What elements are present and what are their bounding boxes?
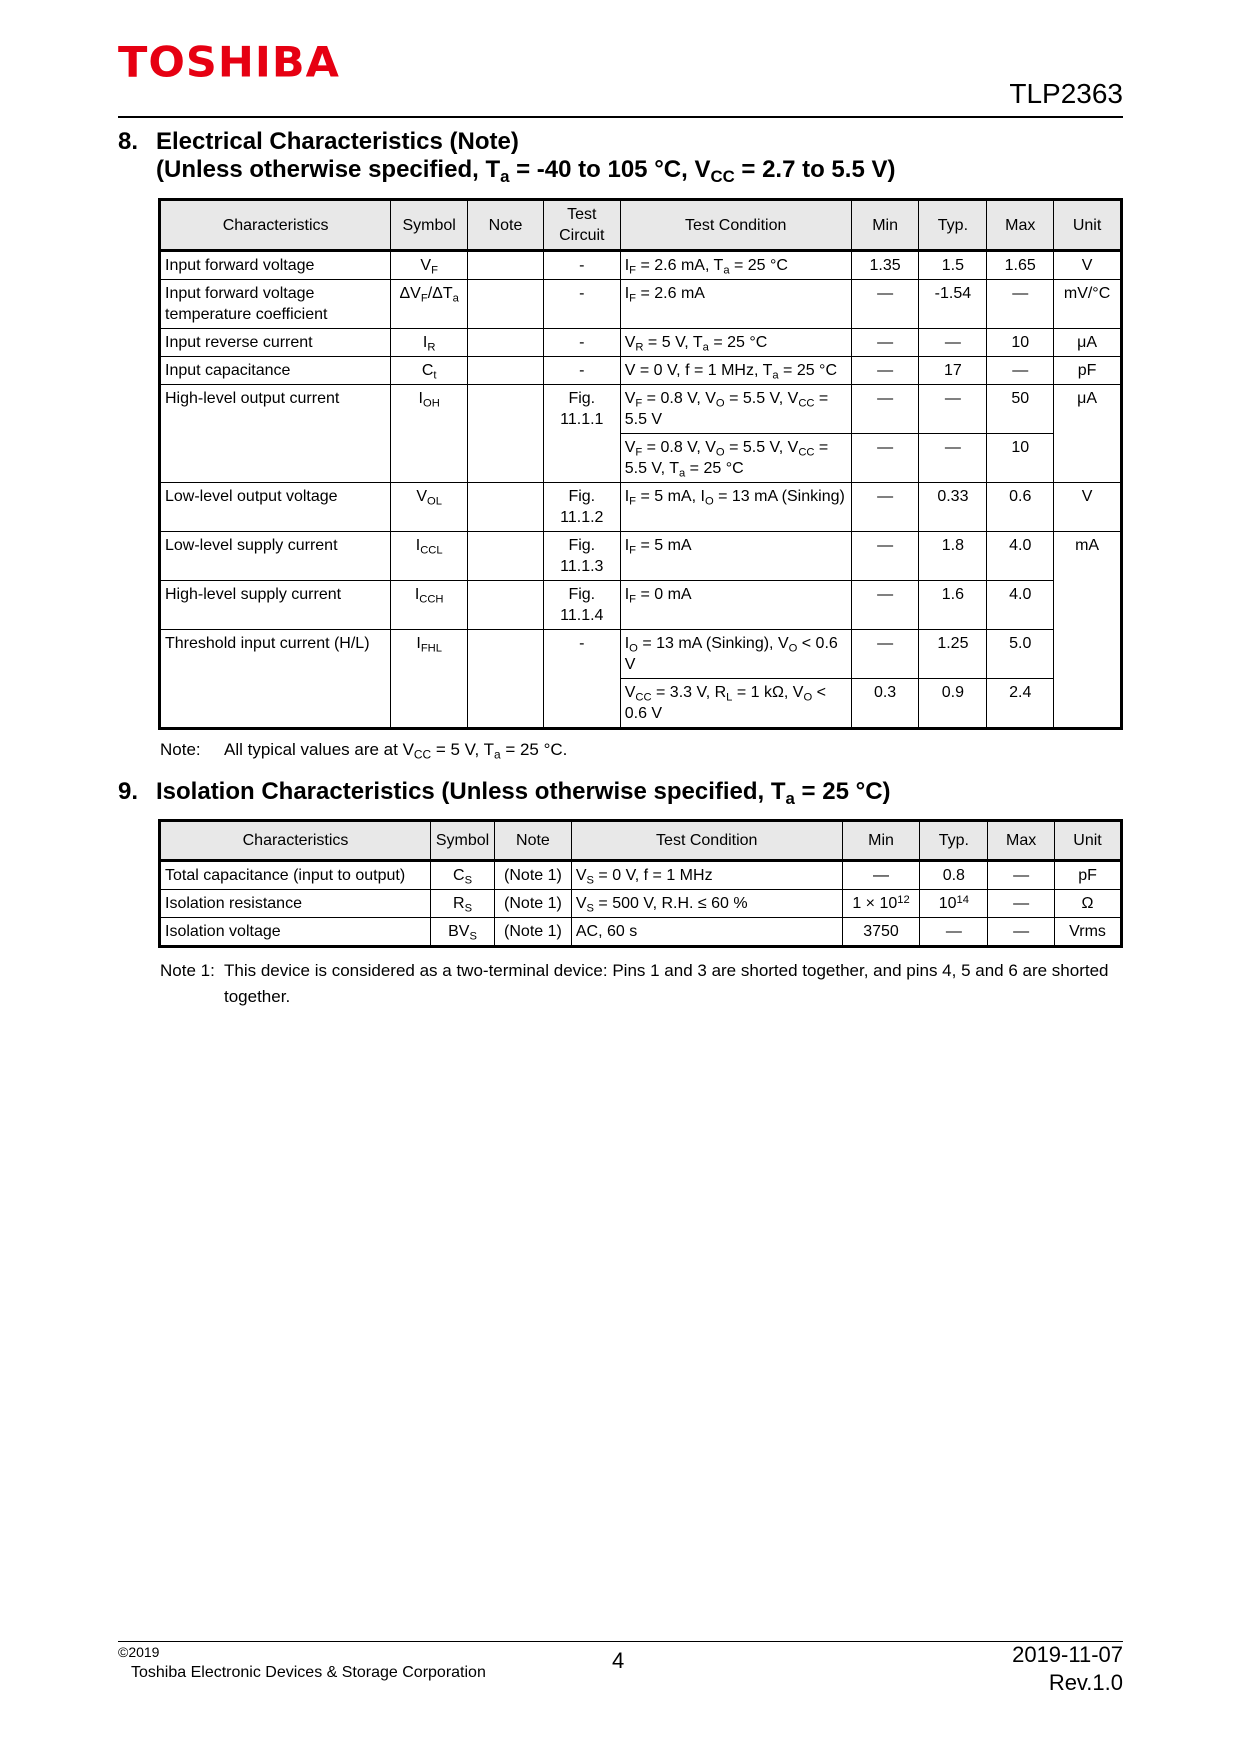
cell-test-condition: $V_F = 0.8$ V, $V_O = 5.5$ V, $V_{CC} = 5.5$ V [620, 385, 851, 434]
note-text: This device is considered as a two-terminal device: Pins 1 and 3 are shorted together, and pins 4, 5 and 6 are shorted together. [224, 961, 1109, 1006]
table-row [160, 251, 1122, 280]
column-header: Symbol [431, 821, 495, 861]
cell-characteristic: High-level output current [160, 385, 391, 483]
column-header: Symbol [391, 200, 468, 251]
section-9-title: Isolation Characteristics (Unless otherwise specified, $T_a = 25$ °C) [156, 778, 891, 809]
column-header: Typ. [920, 821, 988, 861]
cell-min: — [851, 385, 919, 434]
section-8-note [160, 740, 567, 760]
column-header: Characteristics [160, 821, 431, 861]
column-header: Unit [1055, 821, 1122, 861]
cell-min: $1 \times 10^{12}$ [842, 890, 920, 918]
cell-typ: 1.6 [919, 581, 987, 630]
table-row [160, 483, 1122, 532]
cell-test-condition: $V_S = 500$ V, R.H. ≤ 60 % [571, 890, 842, 918]
cell-test-condition: $V_F = 0.8$ V, $V_O = 5.5$ V, $V_{CC} = 5.5$ V, $T_a = 25$ °C [620, 434, 851, 483]
cell-max: 10 [987, 329, 1054, 357]
cell-unit: Ω [1055, 890, 1122, 918]
cell-note [468, 532, 544, 581]
cell-max: 4.0 [987, 532, 1054, 581]
cell-note [468, 581, 544, 630]
cell-note [468, 329, 544, 357]
cell-unit: V [1054, 483, 1122, 532]
cell-min: — [851, 483, 919, 532]
cell-characteristic: Isolation resistance [160, 890, 431, 918]
cell-symbol: $I_R$ [391, 329, 468, 357]
cell-test-condition: $V_{CC} = 3.3$ V, $R_L = 1$ kΩ, $V_O < 0.6$ V [620, 679, 851, 729]
cell-typ: — [919, 385, 987, 434]
cell-typ: 0.33 [919, 483, 987, 532]
cell-max: — [988, 861, 1055, 890]
section-8-title: Electrical Characteristics (Note) [156, 128, 519, 155]
isolation-characteristics-table [158, 819, 1123, 948]
cell-note [468, 357, 544, 385]
cell-characteristic: High-level supply current [160, 581, 391, 630]
toshiba-logo: TOSHIBA [118, 38, 340, 88]
column-header: Max [988, 821, 1055, 861]
cell-unit: μA [1054, 385, 1122, 483]
cell-typ: — [919, 329, 987, 357]
cell-typ: 17 [919, 357, 987, 385]
cell-test-circuit: - [543, 329, 620, 357]
cell-note [468, 251, 544, 280]
company-name: Toshiba Electronic Devices & Storage Corporation [131, 1664, 486, 1681]
cell-unit: pF [1054, 357, 1122, 385]
column-header: Min [842, 821, 920, 861]
cell-characteristic: Input forward voltage temperature coefficient [160, 280, 391, 329]
cell-max: 50 [987, 385, 1054, 434]
section-9-note [160, 958, 1125, 1010]
table-row [160, 861, 1122, 890]
column-header: Characteristics [160, 200, 391, 251]
column-header: Typ. [919, 200, 987, 251]
revision-number: Rev.1.0 [1048, 1670, 1123, 1695]
cell-test-circuit: Fig. 11.1.4 [543, 581, 620, 630]
table-row [160, 918, 1122, 947]
cell-test-condition: V = 0 V, f = 1 MHz, $T_a = 25$ °C [620, 357, 851, 385]
cell-max: — [988, 890, 1055, 918]
cell-typ: — [919, 434, 987, 483]
cell-typ: -1.54 [919, 280, 987, 329]
column-header: Max [987, 200, 1054, 251]
cell-characteristic: Low-level output voltage [160, 483, 391, 532]
cell-test-condition: AC, 60 s [571, 918, 842, 947]
cell-test-condition: $I_F = 2.6$ mA, $T_a = 25$ °C [620, 251, 851, 280]
note-label: Note 1: [160, 961, 215, 980]
revision-date: 2019-11-07 [1012, 1642, 1123, 1667]
cell-min: — [842, 861, 920, 890]
cell-symbol: $I_{OH}$ [391, 385, 468, 483]
footer-divider [118, 1641, 1123, 1642]
cell-unit: pF [1055, 861, 1122, 890]
table-row [160, 630, 1122, 679]
column-header: Note [468, 200, 544, 251]
cell-unit: mA [1054, 532, 1122, 729]
cell-typ: — [920, 918, 988, 947]
cell-min: — [851, 630, 919, 679]
cell-characteristic: Total capacitance (input to output) [160, 861, 431, 890]
cell-symbol: $I_{CCH}$ [391, 581, 468, 630]
cell-min: — [851, 329, 919, 357]
note-text: All typical values are at $V_{CC} = 5$ V, $T_a = 25$ °C. [224, 740, 568, 762]
cell-max: 0.6 [987, 483, 1054, 532]
cell-test-condition: $V_S = 0$ V, f = 1 MHz [571, 861, 842, 890]
table-row [160, 581, 1122, 630]
cell-symbol: $BV_S$ [431, 918, 495, 947]
column-header: Test Condition [620, 200, 851, 251]
cell-max: — [987, 357, 1054, 385]
table-row [160, 280, 1122, 329]
cell-typ: 0.9 [919, 679, 987, 729]
electrical-characteristics-table [158, 198, 1123, 730]
cell-unit: mV/°C [1054, 280, 1122, 329]
cell-max: 4.0 [987, 581, 1054, 630]
section-8-subtitle: (Unless otherwise specified, $T_a = -40$ to 105 °C, $V_{CC} = 2.7$ to 5.5 V) [156, 156, 896, 187]
column-header: Test Condition [571, 821, 842, 861]
cell-note [468, 630, 544, 729]
copyright: ©2019 [118, 1644, 160, 1660]
column-header: Unit [1054, 200, 1122, 251]
cell-symbol: $R_S$ [431, 890, 495, 918]
cell-test-circuit: - [543, 630, 620, 729]
cell-characteristic: Input capacitance [160, 357, 391, 385]
cell-max: 1.65 [987, 251, 1054, 280]
cell-test-circuit: - [543, 357, 620, 385]
cell-max: 2.4 [987, 679, 1054, 729]
cell-symbol: $V_{OL}$ [391, 483, 468, 532]
cell-symbol: $V_F$ [391, 251, 468, 280]
cell-unit: V [1054, 251, 1122, 280]
cell-note: (Note 1) [495, 890, 572, 918]
cell-note [468, 385, 544, 483]
cell-test-circuit: Fig. 11.1.2 [543, 483, 620, 532]
cell-test-condition: $V_R = 5$ V, $T_a = 25$ °C [620, 329, 851, 357]
column-header: Test Circuit [543, 200, 620, 251]
cell-symbol: $I_{FHL}$ [391, 630, 468, 729]
cell-characteristic: Isolation voltage [160, 918, 431, 947]
header-divider [118, 116, 1123, 118]
cell-test-condition: $I_F = 5$ mA, $I_O = 13$ mA (Sinking) [620, 483, 851, 532]
section-9-heading [118, 778, 891, 809]
cell-symbol: $I_{CCL}$ [391, 532, 468, 581]
cell-test-condition: $I_F = 0$ mA [620, 581, 851, 630]
column-header: Min [851, 200, 919, 251]
cell-max: 10 [987, 434, 1054, 483]
note-label: Note: [160, 740, 201, 759]
cell-min: — [851, 357, 919, 385]
section-8-heading [118, 128, 896, 187]
table-row [160, 385, 1122, 434]
cell-test-condition: $I_F = 5$ mA [620, 532, 851, 581]
section-9-number: 9. [118, 778, 139, 805]
cell-test-circuit: Fig. 11.1.3 [543, 532, 620, 581]
cell-characteristic: Input forward voltage [160, 251, 391, 280]
cell-test-circuit: - [543, 251, 620, 280]
cell-symbol: $C_t$ [391, 357, 468, 385]
cell-note [468, 280, 544, 329]
cell-test-circuit: - [543, 280, 620, 329]
cell-min: — [851, 434, 919, 483]
table-row [160, 532, 1122, 581]
column-header: Note [495, 821, 572, 861]
cell-unit: μA [1054, 329, 1122, 357]
cell-min: 3750 [842, 918, 920, 947]
page-number: 4 [612, 1648, 625, 1673]
table-row [160, 357, 1122, 385]
table-row [160, 329, 1122, 357]
cell-unit: Vrms [1055, 918, 1122, 947]
cell-characteristic: Low-level supply current [160, 532, 391, 581]
cell-note: (Note 1) [495, 918, 572, 947]
cell-max: — [987, 280, 1054, 329]
cell-note: (Note 1) [495, 861, 572, 890]
table-row [160, 890, 1122, 918]
cell-note [468, 483, 544, 532]
cell-max: — [988, 918, 1055, 947]
cell-characteristic: Threshold input current (H/L) [160, 630, 391, 729]
cell-typ: $10^{14}$ [920, 890, 988, 918]
cell-typ: 1.25 [919, 630, 987, 679]
cell-min: — [851, 581, 919, 630]
table-header-row [160, 200, 1122, 251]
cell-symbol: $C_S$ [431, 861, 495, 890]
part-number: TLP2363 [1009, 78, 1123, 109]
cell-typ: 1.8 [919, 532, 987, 581]
cell-characteristic: Input reverse current [160, 329, 391, 357]
cell-test-circuit: Fig. 11.1.1 [543, 385, 620, 483]
section-8-number: 8. [118, 128, 139, 155]
cell-test-condition: $I_F = 2.6$ mA [620, 280, 851, 329]
table-header-row [160, 821, 1122, 861]
cell-min: 1.35 [851, 251, 919, 280]
cell-min: — [851, 532, 919, 581]
cell-min: 0.3 [851, 679, 919, 729]
cell-typ: 0.8 [920, 861, 988, 890]
cell-max: 5.0 [987, 630, 1054, 679]
cell-min: — [851, 280, 919, 329]
cell-test-condition: $I_O = 13$ mA (Sinking), $V_O < 0.6$ V [620, 630, 851, 679]
cell-typ: 1.5 [919, 251, 987, 280]
cell-symbol: $\Delta V_F/\Delta T_a$ [391, 280, 468, 329]
